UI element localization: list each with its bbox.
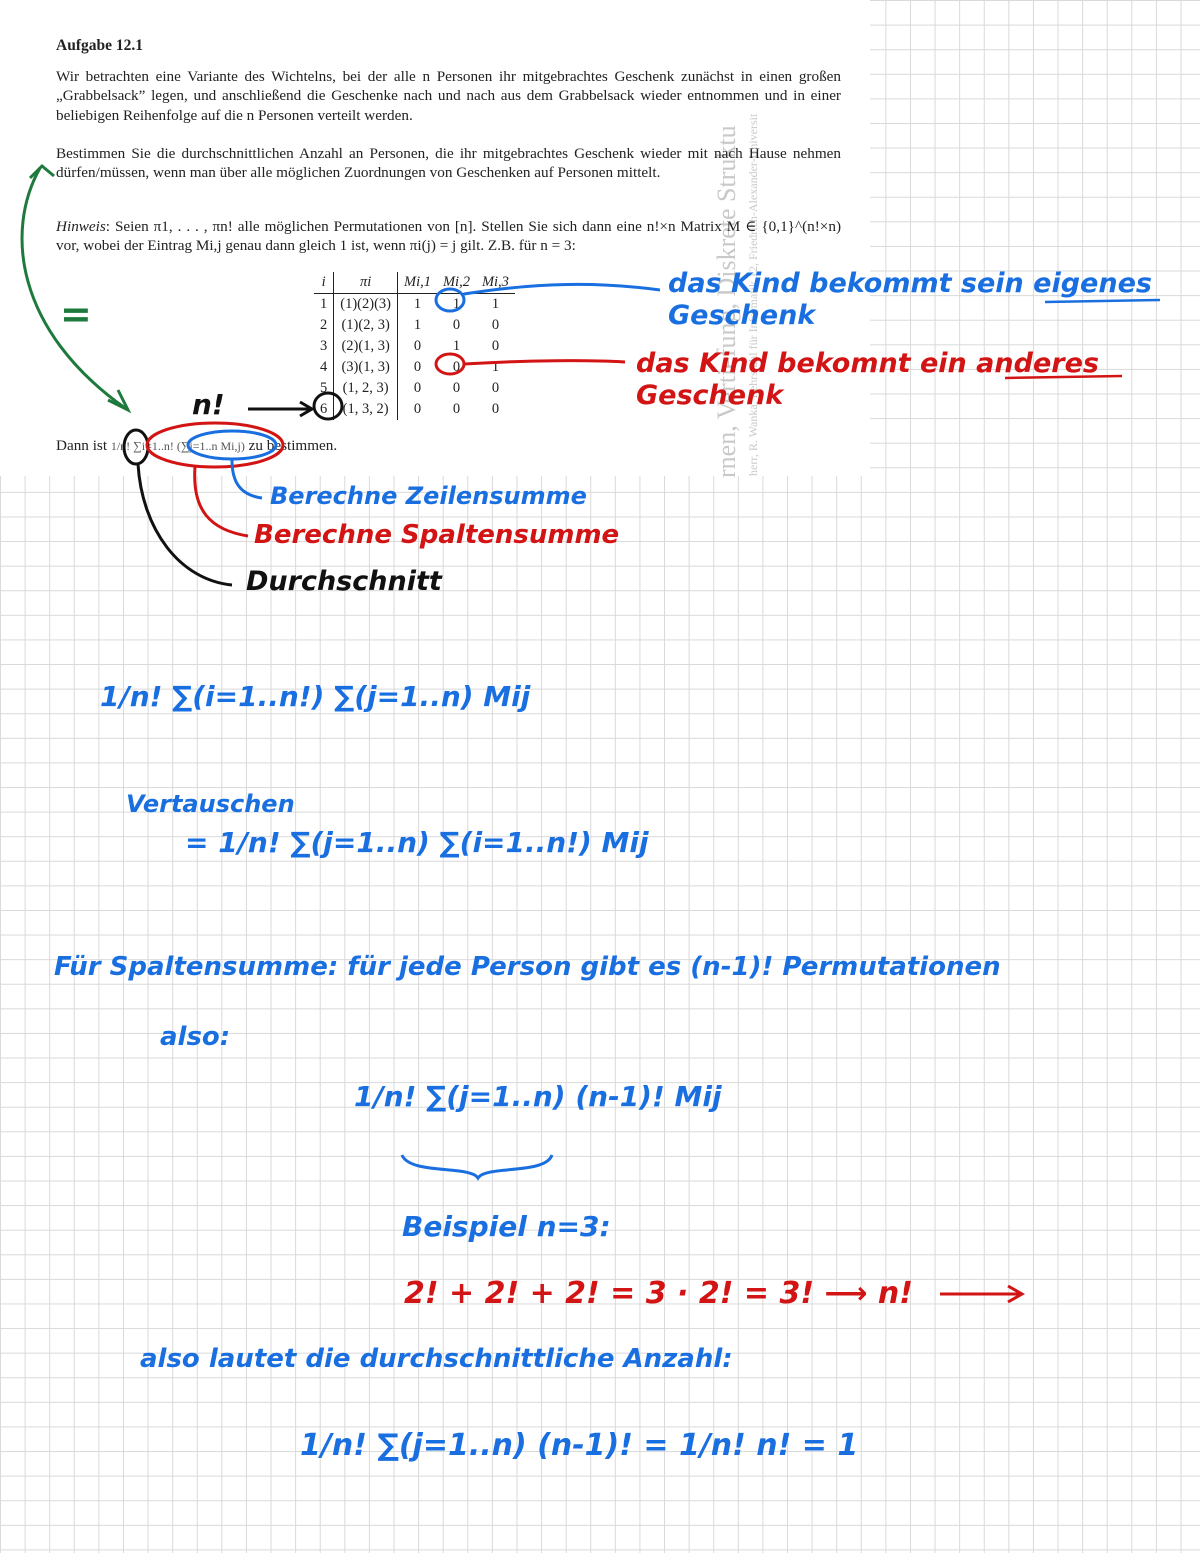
red-pointer	[195, 467, 248, 536]
table-cell: (1, 2, 3)	[334, 378, 398, 399]
underbrace	[402, 1155, 552, 1178]
table-cell: 0	[413, 359, 422, 375]
paragraph-intro: Wir betrachten eine Variante des Wichtelns, bei der alle n Personen ihr mitgebrachtes Geschenk zunächst in einen großen „Grabbelsack” legen, und anschließend die Geschenke nach und nach aus dem Grabbelsack wieder entnommen und in einer beliebigen Reihenfolge auf die n Personen verteilt werden.	[56, 68, 841, 124]
red-circle-m41	[436, 354, 464, 374]
side-watermark-1: rnen, Vertiefung, Diskrete Struktu	[712, 125, 741, 478]
black-arrow-nfact	[248, 402, 312, 416]
formula-double-sum: 1/n! ∑(i=1..n!) ∑(j=1..n) Mij	[100, 680, 531, 713]
hint-text: : Seien π1, . . . , πn! alle möglichen Permutationen von [n]. Stellen Sie sich dann eine n!×n Matrix M ∈ {0,1}^(n!×n) vor, wobei der Eintrag Mi,j genau dann gleich 1 ist, wenn πi(j) = j gilt. Z.B. für n = 3:	[56, 218, 841, 255]
note-average: Durchschnitt	[246, 566, 442, 597]
table-cell: 3	[314, 336, 334, 357]
table-cell: 1	[491, 296, 500, 312]
then-prefix: Dann ist	[56, 437, 108, 454]
blue-arrow-own	[464, 284, 660, 294]
table-cell: 0	[491, 338, 500, 354]
table-cell: 1	[452, 338, 461, 354]
black-circle-six	[314, 393, 342, 419]
note-col-sum: Berechne Spaltensumme	[254, 520, 620, 550]
green-arrowhead-bottom	[108, 390, 128, 410]
note-own-gift: das Kind bekommt sein eigenes Geschenk	[668, 268, 1152, 331]
green-arrow	[22, 168, 125, 408]
black-circle-fraction	[124, 430, 148, 464]
paragraph-task: Bestimmen Sie die durchschnittlichen Anzahl an Personen, die ihr mitgebrachtes Geschenk wieder mit nach Hause nehmen dürfen/müssen, wenn man über alle möglichen Zuordnungen von Geschenken auf Personen mittelt.	[56, 145, 841, 182]
task-title: Aufgabe 12.1	[56, 37, 143, 54]
formula-swapped-sum: = 1/n! ∑(j=1..n) ∑(i=1..n!) Mij	[185, 826, 649, 859]
blue-circle-m11	[436, 289, 464, 311]
table-cell: 0	[491, 380, 500, 396]
table-cell: 6	[314, 399, 334, 420]
formula-result: 1/n! ∑(j=1..n) (n-1)! = 1/n! n! = 1	[300, 1428, 859, 1463]
green-arrowhead-top	[30, 166, 54, 178]
table-cell: 1	[452, 296, 461, 312]
table-cell: 5	[314, 378, 334, 399]
formula-factorial-sum: 1/n! ∑(j=1..n) (n-1)! Mij	[354, 1080, 722, 1113]
note-also: also:	[160, 1022, 231, 1052]
note-nfact: n!	[192, 388, 225, 421]
table-cell: (1, 3, 2)	[334, 399, 398, 420]
table-cell: 4	[314, 357, 334, 378]
then-suffix: zu bestimmen.	[248, 437, 338, 454]
side-watermark-2: herr, R. Wanka, Lehrstuhl für Informatik 12, Friedrich-Alexander-Universit	[746, 113, 760, 476]
table-cell: (1)(2, 3)	[334, 315, 398, 336]
column-header-m2: Mi,2	[442, 274, 470, 290]
note-row-sum: Berechne Zeilensumme	[270, 482, 587, 510]
table-cell: 1	[491, 359, 500, 375]
arrow-to-nfact	[940, 1286, 1022, 1302]
table-cell: (1)(2)(3)	[334, 294, 398, 316]
note-example: Beispiel n=3:	[402, 1210, 611, 1243]
table-cell: 0	[413, 401, 422, 417]
table-cell: 1	[413, 317, 422, 333]
table-cell: (3)(1, 3)	[334, 357, 398, 378]
then-formula: 1/n! ∑i=1..n! (∑j=1..n Mi,j)	[110, 439, 245, 453]
column-header-pi: πi	[334, 272, 398, 294]
column-header-m1: Mi,1	[403, 274, 431, 290]
blue-circle-inner-sum	[188, 431, 276, 459]
table-cell: 0	[452, 317, 461, 333]
table-cell: 2	[314, 315, 334, 336]
note-conclusion: also lautet die durchschnittliche Anzahl:	[140, 1344, 733, 1374]
table-cell: 0	[452, 380, 461, 396]
table-cell: 0	[452, 401, 461, 417]
equals-mark: =	[60, 292, 92, 336]
note-other-gift: das Kind bekomnt ein anderes Geschenk	[636, 348, 1099, 411]
column-header-i: i	[314, 272, 334, 294]
note-swap: Vertauschen	[126, 790, 295, 818]
table-cell: 0	[491, 401, 500, 417]
table-cell: 0	[452, 359, 461, 375]
red-arrow-other	[464, 361, 625, 364]
hint-label: Hinweis	[56, 218, 106, 235]
red-circle-sum	[147, 423, 283, 467]
table-cell: (2)(1, 3)	[334, 336, 398, 357]
table-cell: 1	[314, 294, 334, 316]
table-cell: 0	[491, 317, 500, 333]
column-header-m3: Mi,3	[481, 274, 509, 290]
note-colsum-permutations: Für Spaltensumme: für jede Person gibt es (n-1)! Permutationen	[54, 952, 1001, 982]
example-calculation: 2! + 2! + 2! = 3 · 2! = 3! ⟶ n!	[404, 1276, 913, 1311]
table-cell: 0	[413, 380, 422, 396]
table-cell: 1	[413, 296, 422, 312]
table-cell: 0	[413, 338, 422, 354]
